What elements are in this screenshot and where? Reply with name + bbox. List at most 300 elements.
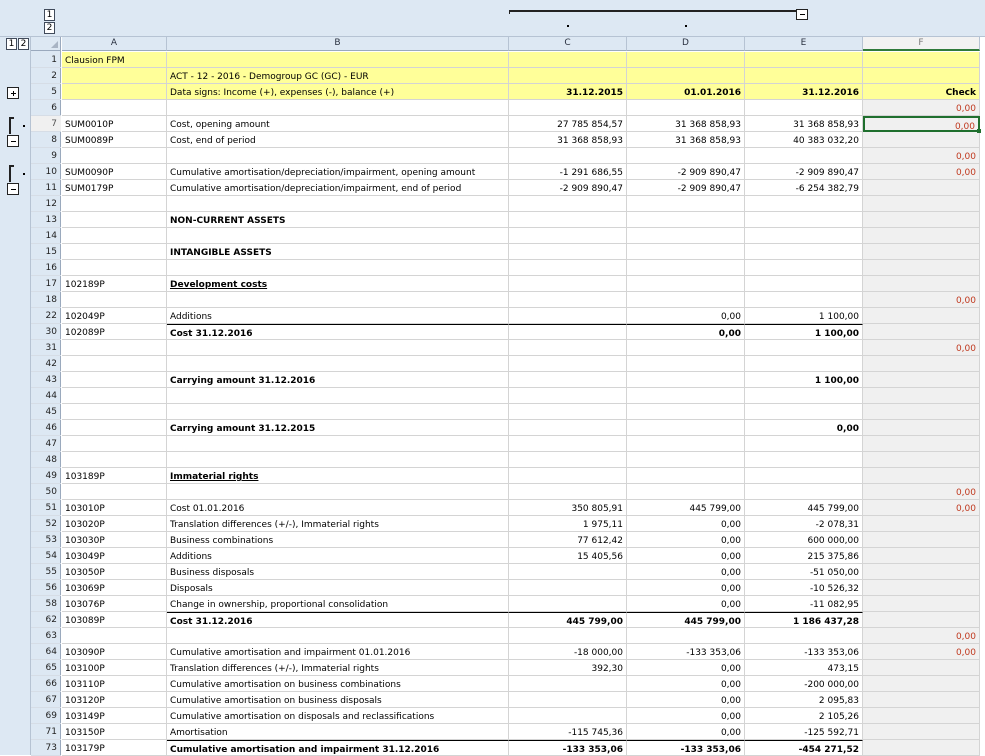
cell-e[interactable]: 215 375,86 [745, 548, 863, 564]
row-header[interactable]: 67 [31, 692, 61, 708]
row-header[interactable]: 46 [31, 420, 61, 436]
cell-b[interactable] [167, 100, 509, 116]
cell-d[interactable]: 0,00 [627, 724, 745, 740]
row-header[interactable]: 66 [31, 676, 61, 692]
cell-d[interactable] [627, 68, 745, 84]
cell-f[interactable] [863, 580, 980, 596]
cell-e[interactable]: -125 592,71 [745, 724, 863, 740]
row-header[interactable]: 53 [31, 532, 61, 548]
cell-f[interactable] [863, 308, 980, 324]
row-header[interactable]: 8 [31, 132, 61, 148]
cell-b[interactable]: Cost, opening amount [167, 116, 509, 132]
cell-a[interactable]: 103076P [62, 596, 167, 612]
row-header[interactable]: 55 [31, 564, 61, 580]
row-header[interactable]: 18 [31, 292, 61, 308]
cell-c[interactable]: 27 785 854,57 [509, 116, 627, 132]
cell-a[interactable] [62, 148, 167, 164]
cell-c[interactable] [509, 228, 627, 244]
cell-a[interactable] [62, 260, 167, 276]
cell-e[interactable] [745, 292, 863, 308]
cell-c[interactable]: 392,30 [509, 660, 627, 676]
row-header[interactable]: 10 [31, 164, 61, 180]
cell-d[interactable]: 0,00 [627, 676, 745, 692]
cell-d[interactable]: 01.01.2016 [627, 84, 745, 100]
cell-c[interactable] [509, 452, 627, 468]
cell-c[interactable] [509, 244, 627, 260]
cell-f[interactable]: 0,00 [863, 500, 980, 516]
cell-d[interactable] [627, 340, 745, 356]
cell-b[interactable]: Cumulative amortisation on disposals and reclassifications [167, 708, 509, 724]
cell-d[interactable]: -2 909 890,47 [627, 180, 745, 196]
cell-c[interactable] [509, 196, 627, 212]
cell-d[interactable]: 31 368 858,93 [627, 116, 745, 132]
cell-b[interactable]: Carrying amount 31.12.2015 [167, 420, 509, 436]
cell-a[interactable]: Clausion FPM [62, 52, 167, 68]
row-group-collapse-amortisation[interactable] [7, 183, 19, 195]
cell-f[interactable]: 0,00 [863, 644, 980, 660]
cell-c[interactable] [509, 436, 627, 452]
cell-b[interactable]: Cumulative amortisation/depreciation/impairment, end of period [167, 180, 509, 196]
cell-e[interactable]: 1 100,00 [745, 372, 863, 388]
cell-a[interactable] [62, 484, 167, 500]
cell-e[interactable] [745, 388, 863, 404]
col-outline-level-2[interactable]: 2 [44, 22, 55, 34]
cell-c[interactable]: 77 612,42 [509, 532, 627, 548]
row-header[interactable]: 16 [31, 260, 61, 276]
cell-a[interactable]: SUM0089P [62, 132, 167, 148]
cell-e[interactable]: -133 353,06 [745, 644, 863, 660]
cell-d[interactable] [627, 276, 745, 292]
cell-a[interactable]: SUM0010P [62, 116, 167, 132]
cell-e[interactable]: 600 000,00 [745, 532, 863, 548]
cell-e[interactable]: 445 799,00 [745, 500, 863, 516]
cell-b[interactable] [167, 404, 509, 420]
cell-f[interactable]: 0,00 [863, 148, 980, 164]
cell-e[interactable] [745, 452, 863, 468]
cell-d[interactable] [627, 52, 745, 68]
cell-e[interactable] [745, 260, 863, 276]
cell-a[interactable]: 103069P [62, 580, 167, 596]
cell-a[interactable]: 103189P [62, 468, 167, 484]
cell-a[interactable] [62, 388, 167, 404]
cell-b[interactable]: Business combinations [167, 532, 509, 548]
cell-a[interactable]: 103030P [62, 532, 167, 548]
cell-b[interactable]: Translation differences (+/-), Immaterial rights [167, 660, 509, 676]
cell-a[interactable] [62, 340, 167, 356]
cell-b[interactable]: Cost 31.12.2016 [167, 324, 509, 340]
cell-d[interactable] [627, 244, 745, 260]
cell-b[interactable]: Translation differences (+/-), Immaterial rights [167, 516, 509, 532]
cell-f[interactable] [863, 132, 980, 148]
cell-f[interactable] [863, 660, 980, 676]
cell-b[interactable]: Immaterial rights [167, 468, 509, 484]
cell-f[interactable] [863, 276, 980, 292]
cell-d[interactable]: 0,00 [627, 324, 745, 340]
cell-a[interactable] [62, 196, 167, 212]
cell-c[interactable] [509, 308, 627, 324]
cell-b[interactable]: Additions [167, 548, 509, 564]
cell-c[interactable] [509, 692, 627, 708]
cell-f[interactable] [863, 564, 980, 580]
cell-c[interactable]: 1 975,11 [509, 516, 627, 532]
column-group-collapse-button[interactable] [796, 9, 808, 20]
cell-f[interactable] [863, 180, 980, 196]
cell-c[interactable] [509, 260, 627, 276]
cell-b[interactable] [167, 388, 509, 404]
cell-e[interactable] [745, 468, 863, 484]
cell-c[interactable] [509, 484, 627, 500]
cell-d[interactable] [627, 404, 745, 420]
cell-c[interactable] [509, 68, 627, 84]
cell-a[interactable] [62, 372, 167, 388]
row-header[interactable]: 63 [31, 628, 61, 644]
cell-e[interactable] [745, 484, 863, 500]
cell-d[interactable]: 445 799,00 [627, 500, 745, 516]
row-header[interactable]: 56 [31, 580, 61, 596]
cell-b[interactable] [167, 628, 509, 644]
cell-a[interactable]: 103179P [62, 740, 167, 756]
column-header-e[interactable]: E [745, 37, 863, 51]
cell-f[interactable] [863, 404, 980, 420]
cell-c[interactable]: 31 368 858,93 [509, 132, 627, 148]
cell-b[interactable]: Business disposals [167, 564, 509, 580]
cell-e[interactable]: -6 254 382,79 [745, 180, 863, 196]
column-header-d[interactable]: D [627, 37, 745, 51]
cell-a[interactable]: SUM0179P [62, 180, 167, 196]
cell-c[interactable] [509, 708, 627, 724]
cell-e[interactable]: 2 105,26 [745, 708, 863, 724]
cell-d[interactable] [627, 212, 745, 228]
cell-a[interactable]: 103120P [62, 692, 167, 708]
cell-d[interactable] [627, 388, 745, 404]
cell-d[interactable]: 0,00 [627, 580, 745, 596]
cell-a[interactable]: 103090P [62, 644, 167, 660]
cell-a[interactable] [62, 228, 167, 244]
cell-c[interactable] [509, 100, 627, 116]
cell-a[interactable] [62, 404, 167, 420]
cell-b[interactable]: Carrying amount 31.12.2016 [167, 372, 509, 388]
cell-d[interactable] [627, 148, 745, 164]
cell-c[interactable]: -2 909 890,47 [509, 180, 627, 196]
cell-f[interactable] [863, 516, 980, 532]
cell-d[interactable] [627, 484, 745, 500]
cell-c[interactable] [509, 564, 627, 580]
cell-e[interactable]: 473,15 [745, 660, 863, 676]
cell-d[interactable] [627, 100, 745, 116]
cell-b[interactable] [167, 452, 509, 468]
cell-a[interactable]: 103049P [62, 548, 167, 564]
cell-e[interactable]: 1 100,00 [745, 324, 863, 340]
cell-e[interactable] [745, 356, 863, 372]
cell-b[interactable] [167, 484, 509, 500]
row-group-collapse-cost[interactable] [7, 135, 19, 147]
cell-b[interactable]: Amortisation [167, 724, 509, 740]
column-header-c[interactable]: C [509, 37, 627, 51]
cell-c[interactable]: 31.12.2015 [509, 84, 627, 100]
row-header[interactable]: 1 [31, 52, 61, 68]
cell-f[interactable] [863, 708, 980, 724]
cell-a[interactable] [62, 356, 167, 372]
cell-f[interactable] [863, 740, 980, 756]
row-header[interactable]: 22 [31, 308, 61, 324]
cell-e[interactable] [745, 276, 863, 292]
cell-c[interactable]: -133 353,06 [509, 740, 627, 756]
cell-c[interactable]: 350 805,91 [509, 500, 627, 516]
row-header[interactable]: 17 [31, 276, 61, 292]
row-header[interactable]: 14 [31, 228, 61, 244]
cell-f[interactable] [863, 68, 980, 84]
cell-b[interactable]: Cumulative amortisation on business disposals [167, 692, 509, 708]
select-all-corner[interactable] [31, 37, 61, 51]
cell-b[interactable]: Development costs [167, 276, 509, 292]
cell-b[interactable] [167, 228, 509, 244]
cell-d[interactable] [627, 436, 745, 452]
column-header-f[interactable]: F [863, 37, 980, 51]
cell-e[interactable]: 1 100,00 [745, 308, 863, 324]
cell-f[interactable] [863, 676, 980, 692]
cell-a[interactable]: 102189P [62, 276, 167, 292]
cell-b[interactable] [167, 340, 509, 356]
cell-f[interactable]: 0,00 [863, 292, 980, 308]
cell-c[interactable] [509, 388, 627, 404]
cell-b[interactable]: ACT - 12 - 2016 - Demogroup GC (GC) - EUR [167, 68, 509, 84]
cell-e[interactable]: 31 368 858,93 [745, 116, 863, 132]
cell-d[interactable] [627, 196, 745, 212]
cell-b[interactable] [167, 52, 509, 68]
cell-e[interactable] [745, 196, 863, 212]
row-group-expand-button[interactable] [7, 87, 19, 99]
cell-e[interactable]: 31.12.2016 [745, 84, 863, 100]
row-header[interactable]: 43 [31, 372, 61, 388]
cell-a[interactable] [62, 212, 167, 228]
col-outline-level-1[interactable]: 1 [44, 9, 55, 21]
cell-e[interactable] [745, 340, 863, 356]
cell-f[interactable]: 0,00 [863, 100, 980, 116]
cell-a[interactable] [62, 436, 167, 452]
cell-d[interactable] [627, 628, 745, 644]
cell-b[interactable]: Cumulative amortisation and impairment 31.12.2016 [167, 740, 509, 756]
row-header[interactable]: 58 [31, 596, 61, 612]
cell-d[interactable] [627, 452, 745, 468]
cell-f[interactable] [863, 388, 980, 404]
cell-c[interactable] [509, 148, 627, 164]
cell-d[interactable] [627, 228, 745, 244]
row-header[interactable]: 13 [31, 212, 61, 228]
cell-b[interactable]: Cumulative amortisation on business combinations [167, 676, 509, 692]
cell-c[interactable]: -1 291 686,55 [509, 164, 627, 180]
column-header-a[interactable]: A [62, 37, 167, 51]
cell-e[interactable]: 1 186 437,28 [745, 612, 863, 628]
cell-f[interactable] [863, 212, 980, 228]
cell-f[interactable]: 0,00 [863, 484, 980, 500]
cell-c[interactable] [509, 404, 627, 420]
cell-f[interactable] [863, 228, 980, 244]
cell-e[interactable] [745, 100, 863, 116]
cell-d[interactable] [627, 260, 745, 276]
row-header[interactable]: 7 [31, 116, 61, 132]
cell-a[interactable]: 103020P [62, 516, 167, 532]
cell-c[interactable] [509, 212, 627, 228]
cell-c[interactable] [509, 628, 627, 644]
cell-f[interactable] [863, 356, 980, 372]
cell-b[interactable]: INTANGIBLE ASSETS [167, 244, 509, 260]
cell-c[interactable]: 445 799,00 [509, 612, 627, 628]
cell-c[interactable] [509, 340, 627, 356]
cell-c[interactable] [509, 596, 627, 612]
row-header[interactable]: 11 [31, 180, 61, 196]
cell-f[interactable] [863, 436, 980, 452]
cell-b[interactable] [167, 148, 509, 164]
cell-b[interactable]: Additions [167, 308, 509, 324]
cell-e[interactable]: -2 909 890,47 [745, 164, 863, 180]
cell-b[interactable] [167, 436, 509, 452]
cell-d[interactable] [627, 420, 745, 436]
row-header[interactable]: 54 [31, 548, 61, 564]
cell-a[interactable] [62, 84, 167, 100]
row-header[interactable]: 12 [31, 196, 61, 212]
cell-f[interactable] [863, 260, 980, 276]
row-header[interactable]: 30 [31, 324, 61, 340]
row-outline-level-2[interactable]: 2 [18, 38, 29, 50]
row-header[interactable]: 45 [31, 404, 61, 420]
fill-handle[interactable] [977, 129, 981, 133]
row-header[interactable]: 65 [31, 660, 61, 676]
cell-b[interactable] [167, 356, 509, 372]
cell-c[interactable] [509, 676, 627, 692]
row-header[interactable]: 5 [31, 84, 61, 100]
cell-e[interactable]: -454 271,52 [745, 740, 863, 756]
cell-e[interactable]: 0,00 [745, 420, 863, 436]
cell-d[interactable]: -133 353,06 [627, 644, 745, 660]
cell-a[interactable]: 103149P [62, 708, 167, 724]
cell-d[interactable]: 0,00 [627, 596, 745, 612]
cell-a[interactable] [62, 68, 167, 84]
row-outline-level-1[interactable]: 1 [6, 38, 17, 50]
cell-e[interactable]: -200 000,00 [745, 676, 863, 692]
cell-e[interactable]: -2 078,31 [745, 516, 863, 532]
cell-c[interactable]: -115 745,36 [509, 724, 627, 740]
cell-d[interactable]: -2 909 890,47 [627, 164, 745, 180]
cell-b[interactable]: Cost 31.12.2016 [167, 612, 509, 628]
cell-d[interactable]: 0,00 [627, 308, 745, 324]
cell-f[interactable] [863, 532, 980, 548]
cell-c[interactable] [509, 276, 627, 292]
cell-a[interactable]: 103089P [62, 612, 167, 628]
cell-b[interactable] [167, 260, 509, 276]
cell-c[interactable]: -18 000,00 [509, 644, 627, 660]
row-header[interactable]: 44 [31, 388, 61, 404]
row-header[interactable]: 71 [31, 724, 61, 740]
cell-d[interactable] [627, 292, 745, 308]
cell-d[interactable]: -133 353,06 [627, 740, 745, 756]
cell-f[interactable] [863, 596, 980, 612]
cell-d[interactable]: 0,00 [627, 548, 745, 564]
cell-d[interactable]: 31 368 858,93 [627, 132, 745, 148]
cell-e[interactable]: 40 383 032,20 [745, 132, 863, 148]
cell-f[interactable] [863, 548, 980, 564]
row-header[interactable]: 51 [31, 500, 61, 516]
cell-f[interactable] [863, 612, 980, 628]
row-header[interactable]: 69 [31, 708, 61, 724]
cell-e[interactable] [745, 228, 863, 244]
row-header[interactable]: 64 [31, 644, 61, 660]
row-header[interactable]: 49 [31, 468, 61, 484]
cell-d[interactable]: 0,00 [627, 660, 745, 676]
cell-a[interactable] [62, 292, 167, 308]
cell-d[interactable]: 0,00 [627, 692, 745, 708]
column-header-b[interactable]: B [167, 37, 509, 51]
cell-a[interactable]: 103010P [62, 500, 167, 516]
row-header[interactable]: 15 [31, 244, 61, 260]
cell-c[interactable] [509, 468, 627, 484]
cell-c[interactable] [509, 420, 627, 436]
cell-a[interactable] [62, 420, 167, 436]
cell-e[interactable] [745, 244, 863, 260]
cell-b[interactable]: Cumulative amortisation/depreciation/impairment, opening amount [167, 164, 509, 180]
cell-c[interactable] [509, 580, 627, 596]
cell-b[interactable]: Data signs: Income (+), expenses (-), balance (+) [167, 84, 509, 100]
cell-d[interactable]: 445 799,00 [627, 612, 745, 628]
cell-c[interactable]: 15 405,56 [509, 548, 627, 564]
row-header[interactable]: 50 [31, 484, 61, 500]
cell-e[interactable] [745, 628, 863, 644]
cell-a[interactable] [62, 452, 167, 468]
cell-f[interactable] [863, 244, 980, 260]
row-header[interactable]: 62 [31, 612, 61, 628]
cell-d[interactable] [627, 468, 745, 484]
row-header[interactable]: 6 [31, 100, 61, 116]
cell-d[interactable] [627, 372, 745, 388]
cell-f[interactable] [863, 468, 980, 484]
cell-e[interactable]: -10 526,32 [745, 580, 863, 596]
row-header[interactable]: 48 [31, 452, 61, 468]
row-header[interactable]: 73 [31, 740, 61, 756]
cell-d[interactable]: 0,00 [627, 516, 745, 532]
cell-c[interactable] [509, 292, 627, 308]
cell-e[interactable] [745, 52, 863, 68]
cell-f[interactable]: 0,00 [863, 164, 980, 180]
row-header[interactable]: 47 [31, 436, 61, 452]
cell-a[interactable]: 103100P [62, 660, 167, 676]
cell-f[interactable]: 0,00 [863, 116, 980, 132]
cell-f[interactable] [863, 420, 980, 436]
row-header[interactable]: 31 [31, 340, 61, 356]
cell-e[interactable] [745, 148, 863, 164]
cell-f[interactable]: 0,00 [863, 340, 980, 356]
cell-a[interactable]: 103110P [62, 676, 167, 692]
cell-b[interactable]: Cost 01.01.2016 [167, 500, 509, 516]
cell-a[interactable] [62, 628, 167, 644]
cell-b[interactable] [167, 292, 509, 308]
row-header[interactable]: 9 [31, 148, 61, 164]
cell-f[interactable] [863, 324, 980, 340]
cell-a[interactable]: 103050P [62, 564, 167, 580]
cell-a[interactable]: SUM0090P [62, 164, 167, 180]
cell-a[interactable]: 102089P [62, 324, 167, 340]
cell-e[interactable]: -11 082,95 [745, 596, 863, 612]
row-header[interactable]: 2 [31, 68, 61, 84]
cell-b[interactable]: Disposals [167, 580, 509, 596]
cell-f[interactable] [863, 692, 980, 708]
cell-f[interactable] [863, 372, 980, 388]
cell-e[interactable] [745, 404, 863, 420]
cell-b[interactable]: Cost, end of period [167, 132, 509, 148]
cell-e[interactable] [745, 212, 863, 228]
cell-f[interactable]: 0,00 [863, 628, 980, 644]
cell-c[interactable] [509, 324, 627, 340]
cell-d[interactable]: 0,00 [627, 708, 745, 724]
cell-e[interactable] [745, 436, 863, 452]
